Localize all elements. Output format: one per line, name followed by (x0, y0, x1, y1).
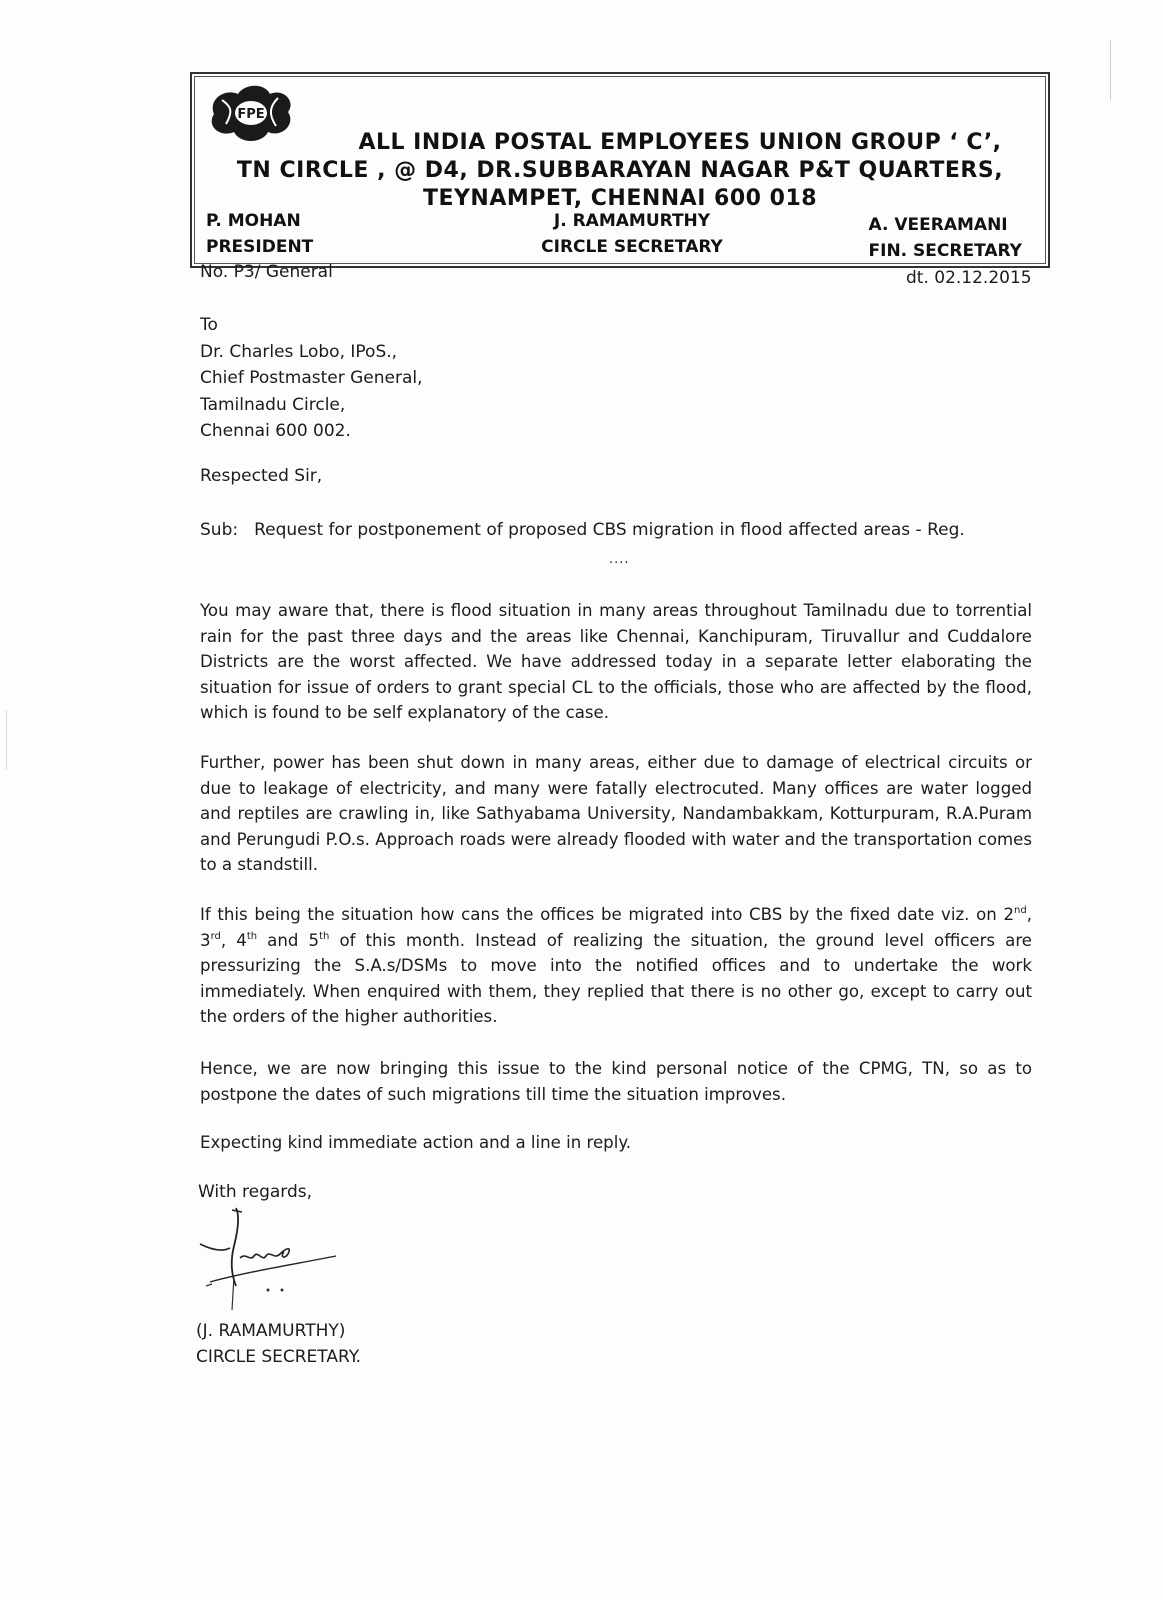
reference-number: No. P3/ General (200, 262, 333, 282)
officer-name: A. VEERAMANI (868, 215, 1008, 235)
officer-title: CIRCLE SECRETARY (541, 237, 723, 257)
salutation: Respected Sir, (200, 466, 323, 486)
body-paragraph-4: Hence, we are now bringing this issue to the kind personal notice of the CPMG, TN, so as to postpone the dates of such migrations till time the situation improves. (200, 1059, 1032, 1104)
address-line: Chennai 600 002. (200, 421, 351, 441)
date-ordinal: 4th and (236, 930, 309, 950)
paragraph-intro: If this being the situation how cans the offices be migrated into CBS by the fixed date viz. on (200, 905, 997, 924)
body-paragraph-5: Expecting kind immediate action and a line in reply. (200, 1133, 632, 1152)
scan-edge-mark (1110, 40, 1111, 100)
handwritten-signature (196, 1206, 346, 1316)
body-paragraph-3 (200, 902, 1032, 1030)
separator-dots: .... (609, 552, 630, 567)
officer-title: PRESIDENT (206, 237, 314, 257)
date-ordinal: 3rd, (200, 930, 237, 950)
signatory-name: (J. RAMAMURTHY) (196, 1321, 346, 1341)
officer-name: J. RAMAMURTHY (553, 211, 711, 231)
union-name: ALL INDIA POSTAL EMPLOYEES UNION GROUP ‘ C’, (358, 130, 1002, 155)
officer-fin-secretary (869, 212, 1022, 264)
address-line: Dr. Charles Lobo, IPoS., (200, 341, 398, 362)
paragraph-rest: of this month. Instead of realizing the situation, the ground level officers are pressurizing the S.A.s/DSMs to move into the notified offices and to undertake the work immediately. When enquired with them, they replied that there is no other go, except to carry out the orders of the higher authorities. (200, 930, 1032, 1027)
date-ordinal: 5th (308, 930, 330, 950)
letter-date: dt. 02.12.2015 (906, 268, 1032, 288)
address-line: Chief Postmaster General, (200, 368, 423, 388)
union-address-line-1: TN CIRCLE , @ D4, DR.SUBBARAYAN NAGAR P&T QUARTERS, (236, 158, 1004, 183)
logo-text: FPE (237, 107, 265, 122)
subject-line (200, 520, 965, 540)
body-paragraph-1: You may aware that, there is flood situation in many areas throughout Tamilnadu due to torrential rain for the past three days and the areas like Chennai, Kanchipuram, Tiruvallur and Cuddalore Districts are the worst affected. We have addressed today in a separate letter elaborating the situation for issue of orders to grant special CL to the officials, those who are affected by the flood, which is found to be self explanatory of the case. (200, 601, 1032, 723)
subject-text: Request for postponement of proposed CBS migration in flood affected areas - Reg. (254, 520, 965, 540)
scan-edge-mark (6, 710, 7, 770)
officer-president (206, 208, 313, 260)
recipient-address (200, 312, 423, 445)
address-to: To (200, 315, 218, 335)
date-ordinal: 2nd, (1003, 905, 1032, 924)
body-paragraph-2: Further, power has been shut down in many areas, either due to damage of electrical circuits or due to leakage of electricity, and many were fatally electrocuted. Many offices are water logged and reptiles are crawling in, like Sathyabama University, Nandambakkam, Kotturpuram, R.A.Puram and Perungudi P.O.s. Approach roads were already flooded with water and the transportation comes to a standstill. (200, 753, 1032, 875)
letterhead (190, 72, 1050, 268)
signatory (196, 1318, 361, 1370)
officer-name: P. MOHAN (206, 211, 301, 231)
subject-label: Sub: (200, 520, 239, 540)
address-line: Tamilnadu Circle, (200, 394, 346, 415)
officer-circle-secretary (532, 208, 732, 260)
officer-title: FIN. SECRETARY (868, 241, 1022, 261)
signatory-title: CIRCLE SECRETARY. (196, 1347, 362, 1367)
closing: With regards, (198, 1182, 313, 1202)
union-address-line-2: TEYNAMPET, CHENNAI 600 018 (422, 186, 818, 211)
